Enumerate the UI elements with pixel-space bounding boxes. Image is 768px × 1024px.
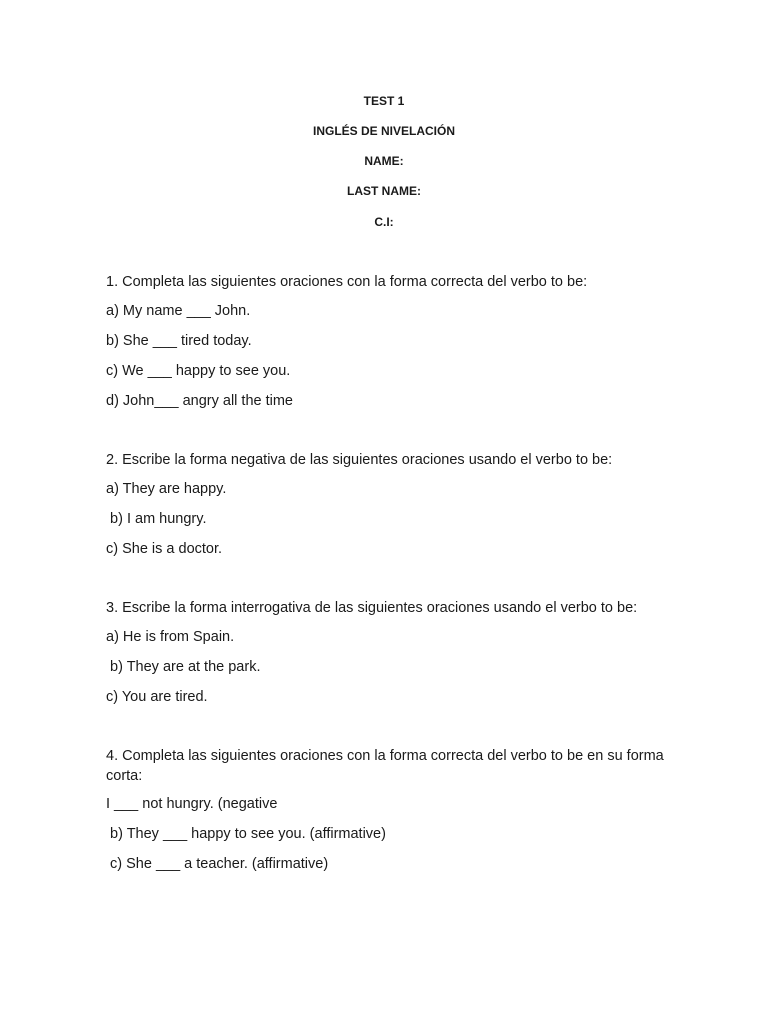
- section3-item: c) You are tired.: [106, 689, 208, 705]
- section1-item: a) My name ___ John.: [106, 303, 251, 319]
- section3-prompt: 3. Escribe la forma interrogativa de las siguientes oraciones usando el verbo to be:: [106, 600, 638, 616]
- section1-item: d) John___ angry all the time: [106, 393, 293, 409]
- ci-label: C.I:: [374, 215, 394, 229]
- section3-item: b) They are at the park.: [106, 659, 261, 675]
- test-title: TEST 1: [363, 94, 405, 108]
- section4-item: c) She ___ a teacher. (affirmative): [106, 856, 329, 872]
- section4-prompt: 4. Completa las siguientes oraciones con la forma correcta del verbo to be en su forma corta:: [106, 748, 664, 784]
- course-title: INGLÉS DE NIVELACIÓN: [312, 124, 455, 138]
- section1-item: b) She ___ tired today.: [106, 333, 252, 349]
- section2-item: a) They are happy.: [106, 481, 227, 497]
- name-label: NAME:: [364, 154, 404, 168]
- last-name-label: LAST NAME:: [347, 184, 421, 198]
- section2-prompt: 2. Escribe la forma negativa de las siguientes oraciones usando el verbo to be:: [106, 452, 613, 468]
- section2-item: c) She is a doctor.: [106, 541, 223, 557]
- section4-item: b) They ___ happy to see you. (affirmative): [106, 826, 386, 842]
- section1-prompt: 1. Completa las siguientes oraciones con la forma correcta del verbo to be:: [106, 274, 588, 290]
- section2-item: b) I am hungry.: [106, 511, 207, 527]
- section3-item: a) He is from Spain.: [106, 629, 235, 645]
- section1-item: c) We ___ happy to see you.: [106, 363, 291, 379]
- section4-item: I ___ not hungry. (negative: [106, 796, 278, 812]
